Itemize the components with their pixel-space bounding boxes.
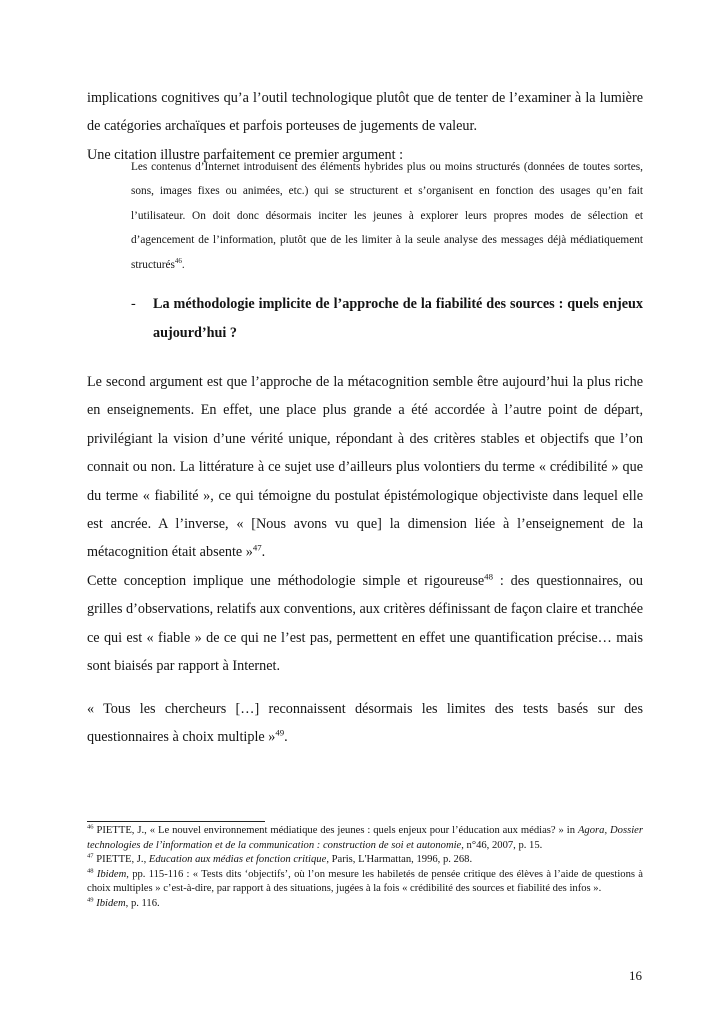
paragraph-quote-researchers-end: . (284, 729, 288, 746)
footnote-48 (87, 868, 643, 897)
footnotes (87, 824, 643, 912)
footnote-text: PIETTE, J., « Le nouvel environnement médiatique des jeunes : quels enjeux pour l’éducation aux médias? » in (93, 825, 578, 836)
paragraph-citation-lead: Une citation illustre parfaitement ce premier argument : (87, 146, 404, 163)
footnote-number: 47 (87, 852, 94, 860)
page-number: 16 (629, 968, 642, 983)
footnote-number: 49 (87, 896, 94, 904)
footnote-ref-46[interactable]: 46 (174, 256, 182, 265)
footnote-title-italic: Ibidem (96, 897, 126, 909)
footnote-ref-47[interactable]: 47 (252, 542, 262, 553)
paragraph-methodology-text-a: Cette conception implique une méthodologie simple et rigoureuse (87, 573, 485, 589)
paragraph-second-argument (87, 368, 643, 567)
footnote-title-italic: Education aux médias et fonction critique (148, 854, 327, 866)
paragraph-quote-researchers (87, 695, 643, 752)
footnote-number: 46 (87, 823, 94, 831)
paragraph-methodology-text-b: : des questionnaires, ou grilles d’observations, relatifs aux conventions, aux critères définissant de façon claire et tranchée ce qui est « fiable » de ce qui ne l’est pas, permettent en effet une quantification précise… mais sont biaisés par rapport à Internet. (87, 573, 643, 675)
footnote-text: , Paris, L'Harmattan, 1996, p. 268. (326, 854, 473, 866)
heading-bullet: - (131, 296, 136, 312)
footnote-text: , p. 116. (125, 897, 160, 909)
paragraph-quote-researchers-text: « Tous les chercheurs […] reconnaissent désormais les limites des tests basés sur des questionnaires à choix multiple » (87, 701, 643, 746)
footnote-text: , n°46, 2007, p. 15. (461, 839, 543, 851)
footnote-ref-48[interactable]: 48 (484, 571, 493, 582)
footnote-text: , pp. 115-116 : « Tests dits ‘objectifs’, où l’on mesure les habiletés de pensée critique des élèves à l’aide de questions à choix multiples » c’est-à-dire, par rapport à des situations, jugées à la fois « crédibilité des sources et fiabilité des infos ». (87, 868, 643, 895)
block-quote (131, 155, 643, 277)
footnote-47 (87, 853, 643, 868)
footnote-separator (87, 821, 265, 822)
footnote-46 (87, 824, 643, 853)
paragraph-second-argument-text: Le second argument est que l’approche de la métacognition semble être aujourd’hui la plus riche en enseignements. En effet, une place plus grande a été accordée à l’autre point de départ, privilégiant la vision d’une vérité unique, répondant à des critères stables et objectifs que l’on connait ou non. La littérature à ce sujet use d’ailleurs plus volontiers du terme « crédibilité » que du terme « fiabilité », ce qui témoigne du postulat épistémologique objectiviste dans lequel elle est ancrée. A l’inverse, « [Nous avons vu que] la dimension liée à l’enseignement de la métacognition était absente » (87, 374, 643, 561)
section-heading-text: La méthodologie implicite de l’approche de la fiabilité des sources : quels enjeux aujourd’hui ? (153, 296, 643, 341)
section-heading (131, 290, 643, 348)
footnote-title-italic: Ibidem (96, 868, 127, 880)
paragraph-second-argument-end: . (261, 544, 266, 561)
footnote-text: PIETTE, J., (93, 854, 149, 866)
paragraph-methodology (87, 567, 643, 681)
footnote-number: 48 (87, 867, 94, 875)
block-quote-end: . (181, 258, 185, 271)
footnote-ref-49[interactable]: 49 (275, 727, 285, 738)
block-quote-text: Les contenus d’Internet introduisent des éléments hybrides plus ou moins structurés (données de toutes sortes, sons, images fixes ou animées, etc.) qui se structurent et s’organisent en fonction des usages qu’en fait l’utilisateur. On doit donc désormais inciter les jeunes à explorer leurs propres modes de sélection et d’agencement de l’information, plutôt que de les limiter à la seule analyse des messages déjà médiatiquement structurés (131, 161, 643, 271)
paragraph-intro-text: implications cognitives qu’a l’outil technologique plutôt que de tenter de l’examiner à la lumière de catégories archaïques et parfois porteuses de jugements de valeur. (87, 90, 643, 135)
footnote-title-italic: Agora, Dossier technologies de l’information et de la communication : construction de soi et autonomie (87, 825, 643, 851)
footnote-49 (87, 897, 643, 912)
